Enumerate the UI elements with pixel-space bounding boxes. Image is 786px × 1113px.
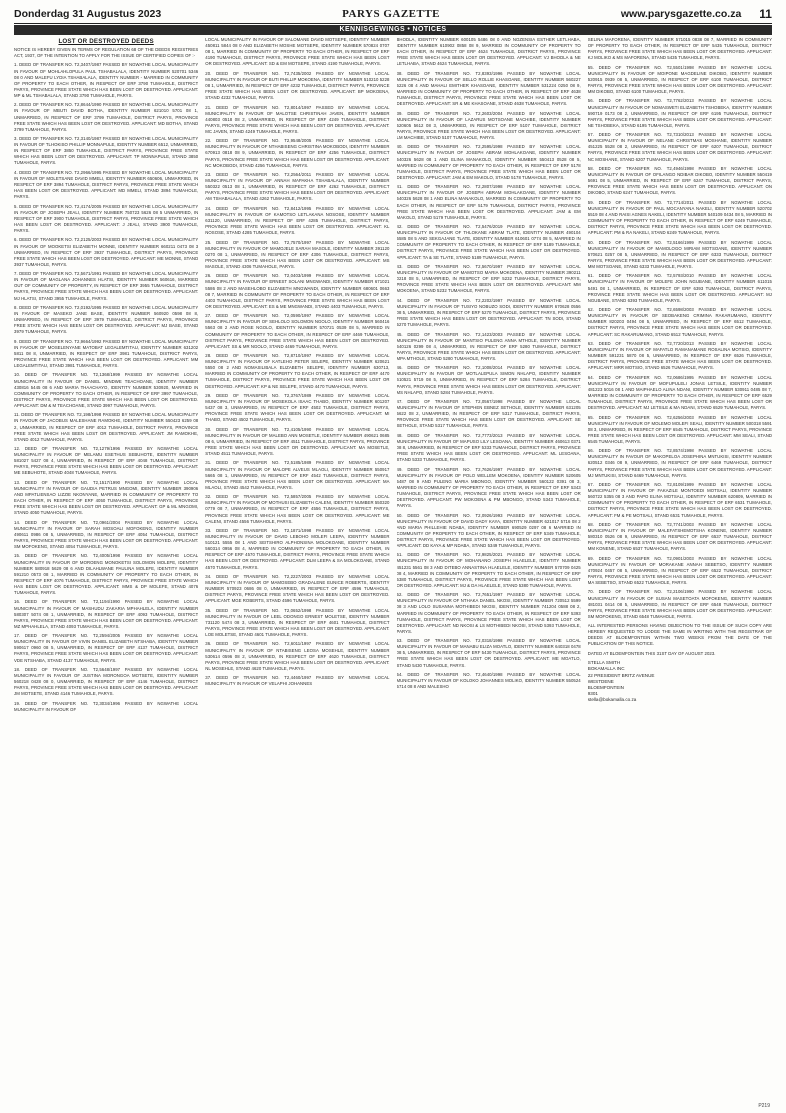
column-1	[14, 37, 198, 1099]
notice-paragraph: 39. DEED OF TRANSFER NO. T2,2603/2004 PASSED BY NGWATHE LOCAL MUNICIPALITY IN FAVOUR OF LAZARUS MOTSOANE MACHIBE, IDENTITY NUMBER 520605 5612 08 3, UNMARRIED, IN RESPECT OF ERF 5107 TUMAHOLE, DISTRICT PARYS, PROVINCE FREE STATE WHICH HAS BEEN LOST OR DESTROYED. APPLICANT: LM MACHIBE, STAND 5107 TUMAHOLE, PARYS.	[396, 110, 581, 140]
notice-paragraph: 28. DEED OF TRANSFER NO. T2,8710/1997 PASSED BY NGWATHE LOCAL MUNICIPALITY IN FAVOUR OF KATLEHO PETER SELEPE, IDENTITY NUMBER 620621 5550 08 2 AND NOMASILIBALA ELIZABETH SELEPE, IDENTITY NUMBER 630713, MARRIED IN COMMUNITY OF PROPERTY TO EACH OTHER, IN RESPECT OF ERF 4470 TUMAHOLE, DISTRICT PARYS, PROVINCE FREE STATE WHICH HAS BEEN LOST OR DESTROYED. APPLICANT: KP & NE SELEPE, STAND 4470 TUMAHOLE, PARYS.	[205, 353, 390, 389]
notice-paragraph: 21. DEED OF TRANSFER NO. T2,8014/1997 PASSED BY NGWATHE LOCAL MUNICIPALITY IN FAVOUR OF MALOTSE CHRISTINAH JAVEN, IDENTITY NUMBER 440803 0518 08 2, UNMARRIED, IN RESPECT OF ERF 4249 TUMAHOLE, DISTRICT PARYS, PROVINCE FREE STATE WHICH HAS BEEN LOST OR DESTROYED. APPLICANT: MC JAVEN, STAND 4249 TUMAHOLE, PARYS.	[205, 104, 390, 134]
signature-line: BLOEMFONTEIN	[587, 685, 624, 691]
contact-email[interactable]: stella@bokamalla.co.za	[587, 697, 637, 703]
notice-paragraph: 51. DEED OF TRANSFER NO. T2,9825/2021 PASSED BY NGWATHE LOCAL MUNICIPALITY IN FAVOUR OF MOHANANO JOSEPH HLAELELE, IDENTITY NUMBER 451231 5561 08 3 AND DITEBO ANNASTINA HLAELELE, IDENTITY NUMBER 570709 0425 08 4, MARRIED IN COMMUNITY OF PROPERTY TO EACH OTHER, IN RESPECT OF ERF 5380 TUMAHOLE, DISTRICT PARYS, PROVINCE FREE STATE WHICH HAS BEEN LOST OR DESTROYED. APPLICANT: MJ & DA HLAELELE, STAND 5380 TUMAHOLE, PARYS.	[396, 552, 581, 588]
notice-paragraph: 55. DEED OF TRANSFER NO. T2,5501/1998 PASSED BY NGWATHE LOCAL MUNICIPALITY IN FAVOUR OF MOIPONE MAGDELINE DIKOBO, IDENTITY NUMBER 520915 0939 08 5, UNMARRIED, IN RESPECT OF ERF 6100 TUMAHOLE, DISTRICT PARYS, PROVINCE FREE STATE WHICH HAS BEEN LOST OR DESTROYED. APPLICANT: MM DIKOBO, STAND 6100 TUMAHOLE, PARYS.	[587, 64, 772, 95]
notice-title: LOST OR DESTROYED DEEDS	[58, 38, 154, 45]
notice-paragraph: 61. DEED OF TRANSFER NO. T2,5793/2010 PASSED BY NGWATHE LOCAL MUNICIPALITY IN FAVOUR OF MOLEFE JOHN NGUBANE, IDENTITY NUMBER 611015 5491 08 1, UNMARRIED, IN RESPECT OF ERF 6393 TUMAHOLE, DISTRICT PARYS, PROVINCE FREE STATE WHICH HAS BEEN LOST OR DESTROYED. APPLICANT: MJ NGUBANE, STAND 6393 TUMAHOLE, PARYS.	[587, 273, 772, 303]
page-number: 11	[759, 7, 772, 21]
signature-line: 9301	[587, 691, 598, 697]
notice-paragraph: 23. DEED OF TRANSFER NO. T2,2564/2011 PASSED BY NGWATHE LOCAL MUNICIPALITY IN FAVOUR OF ANNAH MAPAKHA TSHABALALA, IDENTITY NUMBER 550322 0513 08 1, UNMARRIED, IN RESPECT OF ERF 4262 TUMAHOLE, DISTRICT PARYS, PROVINCE FREE STATE WHICH HAS BEEN LOST OR DESTROYED. APPLICANT: AM TSHABALALA, STAND 4262 TUMAHOLE, PARYS.	[205, 172, 390, 202]
notice-paragraph: 36. DEED OF TRANSFER NO. T2,6011/1997 PASSED BY NGWATHE LOCAL MUNICIPALITY IN FAVOUR OF NTABISENG LEOSA MOSEHLE, IDENTITY NUMBER 530614 0596 08 2, UNMARRIED, IN RESPECT OF ERF 4620 TUMAHOLE, DISTRICT PARYS, PROVINCE FREE STATE WHICH HAS BEEN LOST OR DESTROYED. APPLICANT: NL MOSEHLE, STAND 4620 TUMAHOLE, PARYS.	[205, 641, 390, 671]
column-4	[588, 37, 772, 1099]
notice-paragraph: NOTICE IS HEREBY GIVEN IN TERMS OF REGULATION 68 OF THE DEEDS REGISTRIES ACT, 1937, OF THE INTENTION TO APPLY FOR THE ISSUE OF CERTIFIED COPIES OF :-	[14, 47, 199, 59]
notice-paragraph: 18. DEED OF TRANSFER NO. T2,5648/1997 PASSED BY NGWATHE LOCAL MUNICIPALITY IN FAVOUR OF JUSTINA MORONGOA MOTSETE, IDENTITY NUMBER 560218 0428 08 0, UNMARRIED, IN RESPECT OF ERF 4146 TUMAHOLE, DISTRICT PARYS, PROVINCE FREE STATE WHICH HAS BEEN LOST OR DESTROYED. APPLICANT: JM MOTSETE, STAND 4146 TUMAHOLE, PARYS.	[14, 666, 199, 697]
notice-paragraph: 2. DEED OF TRANSFER NO. T2,8644/1990 PASSED BY NGWATHE LOCAL MUNICIPALITY IN FAVOUR OF MBUTI DAVID BOTHA, IDENTITY NUMBER 621010 5701 08 1, UNMARRIED, IN RESPECT OF ERF 3799 TUMAHOLE, DISTRICT PARYS, PROVINCE FREE STATE WHICH HAS BEEN LOST OR DESTROYED. APPLICANT: MD BOTHA, STAND 3799 TUMAHOLE, PARYS.	[14, 102, 199, 132]
notice-paragraph: 57. DEED OF TRANSFER NO. T2,7310/2013 PASSED BY NGWATHE LOCAL MUNICIPALITY IN FAVOUR OF NELANE CHRISTMAS MOSHANE, IDENTITY NUMBER 451225 5528 08 2, UNMARRIED, IN RESPECT OF ERF 6207 TUMAHOLE, DISTRICT PARYS, PROVINCE FREE STATE WHICH HAS BEEN LOST OR DESTROYED. APPLICANT: NC MOSHANE, STAND 6207 TUMAHOLE, PARYS.	[587, 132, 772, 162]
notice-paragraph: 66. DEED OF TRANSFER NO. T2,8574/1998 PASSED BY NGWATHE LOCAL MUNICIPALITY IN FAVOUR OF MAKOPELOA JOSEPHINA MNTUKISI, IDENTITY NUMBER 620512 0346 08 9, UNMARRIED, IN RESPECT OF ERF 6469 TUMAHOLE, DISTRICT PARYS, PROVINCE FREE STATE WHICH HAS BEEN LOST OR DESTROYED. APPLICANT: MJ MNTUKISI, STAND 6469 TUMAHOLE, PARYS.	[587, 448, 772, 478]
notice-paragraph: 47. DEED OF TRANSFER NO. T2,0567/1998 PASSED BY NGWATHE LOCAL MUNICIPALITY IN FAVOUR OF STEPHEN EBNEZ SETHOLE, IDENTITY NUMBER 631205 5622 08 2, UNMARRIED, IN RESPECT OF ERF 5317 TUMAHOLE, DISTRICT PARYS, PROVINCE FREE STATE WHICH HAS BEEN LOST OR DESTROYED. APPLICANT: SE SETHOLE, STAND 5317 TUMAHOLE, PARYS.	[396, 399, 581, 429]
signature-line: STELLA SMITH	[587, 660, 621, 666]
signature-line: BOKAMALLA INC	[587, 666, 625, 672]
notice-paragraph: 69. DEED OF TRANSFER NO. T2,0901/2003 PASSED BY NGWATHE LOCAL MUNICIPALITY IN FAVOUR OF MORAKANE ANNAH SEBETSO, IDENTITY NUMBER 470924 0457 08 5, UNMARRIED, IN RESPECT OF ERF 6522 TUMAHOLE, DISTRICT PARYS, PROVINCE FREE STATE WHICH HAS BEEN LOST OR DESTROYED. APPLICANT: MA SEBETSO, STAND 6522 TUMAHOLE, PARYS.	[587, 555, 772, 586]
notice-paragraph: 12. DEED OF TRANSFER NO. T2,1279/1996 PASSED BY NGWATHE LOCAL MUNICIPALITY IN FAVOUR OF MELAMU ESETHUS SEBUHOTE, IDENTITY NUMBER 581027 5427 08 4, UNMARRIED, IN RESPECT OF ERF 4048 TUMAHOLE, DISTRICT PARYS, PROVINCE FREE STATE WHICH HAS BEEN LOST OR DESTROYED. APPLICANT: ME SEBUHOTE, STAND 4048 TUMAHOLE, PARYS.	[14, 446, 199, 476]
notice-paragraph: 4. DEED OF TRANSFER NO. T2,2966/1995 PASSED BY NGWATHE LOCAL MUNICIPALITY IN FAVOUR OF MOLETSANE DAVID MMELI, IDENTITY NUMBER 650606, UNMARRIED, IN RESPECT OF ERF 3894 TUMAHOLE, DISTRICT PARYS, PROVINCE FREE STATE WHICH HAS BEEN LOST OR DESTROYED. APPLICANT: MD MMELI, STAND 3894 TUMAHOLE, PARYS.	[14, 169, 199, 200]
notice-paragraph: 27. DEED OF TRANSFER NO. T2,0590/1997 PASSED BY NGWATHE LOCAL MUNICIPALITY IN FAVOUR OF SEHLOLO SOLOMON NGOLO, IDENTITY NUMBER 560416 5563 08 2 AND ROSE NGOLO, IDENTITY NUMBER 570721 0539 08 5, MARRIED IN COMMUNITY OF PROPERTY TO EACH OTHER, IN RESPECT OF ERF 4469 TUMAHOLE, DISTRICT PARYS, PROVINCE FREE STATE WHICH HAS BEEN LOST OR DESTROYED. APPLICANT: SS & MR NGOLO, STAND 4469 TUMAHOLE, PARYS.	[205, 313, 390, 349]
notice-paragraph: 33. DEED OF TRANSFER NO. T2,1871/1998 PASSED BY NGWATHE LOCAL MUNICIPALITY IN FAVOUR OF DAVID LEBOHO MOLEFI LEEPA, IDENTITY NUMBER 510121 5555 08 1 AND SEITSHIRO ALPHONSINA MOLOKOANE, IDENTITY NUMBER 560314 0956 08 4, MARRIED IN COMMUNITY OF PROPERTY TO EACH OTHER, IN RESPECT OF ERF 4570 TUMAHOLE, DISTRICT PARYS, PROVINCE FREE STATE WHICH HAS BEEN LOST OR DESTROYED. APPLICANT: DLM LEEPA & SA MOLOKOANE, STAND 4570 TUMAHOLE, PARYS.	[205, 528, 390, 570]
notice-paragraph: 3. DEED OF TRANSFER NO. T2,3140/1987 PASSED BY NGWATHE LOCAL MUNICIPALITY IN FAVOUR OF TLHOKISO PHILLIP MONNAPULE, IDENTITY NUMBER 6512, UNMARRIED, IN RESPECT OF ERF 3850 TUMAHOLE, DISTRICT PARYS, PROVINCE FREE STATE WHICH HAS BEEN LOST OR DESTROYED. APPLICANT: TP MONNAPULE, STAND 3850 TUMAHOLE, PARYS.	[14, 136, 199, 166]
column-2	[205, 37, 389, 1099]
notice-paragraph: 16. DEED OF TRANSFER NO. T2,1194/1990 PASSED BY NGWATHE LOCAL MUNICIPALITY IN FAVOUR OF MASHUDU ZAKARIA MPHAHLELA, IDENTITY NUMBER 580307 5074 08 1, UNMARRIED, IN RESPECT OF ERF 4093 TUMAHOLE, DISTRICT PARYS, PROVINCE FREE STATE WHICH HAS BEEN LOST OR DESTROYED. APPLICANT: MZ MPHAHLELA, STAND 4093 TUMAHOLE, PARYS.	[14, 599, 199, 629]
notice-paragraph: 40. DEED OF TRANSFER NO. T2,2595/1998 PASSED BY NGWATHE LOCAL MUNICIPALITY IN FAVOUR OF JOSEPH ABRAM MOHLAKOANE, IDENTITY NUMBER 540326 5628 08 1 AND ELINA MANAKOLO, IDENTITY NUMBER 550413 0528 08 5, MARRIED IN COMMUNITY OF PROPERTY TO EACH OTHER, IN RESPECT OF ERF 5178 TUMAHOLE, DISTRICT PARYS, PROVINCE FREE STATE WHICH HAS BEEN LOST OR DESTROYED. APPLICANT: JAM & EM MAKOLO, STAND 5178 TUMAHOLE, PARYS.	[396, 144, 581, 180]
header-rule	[14, 23, 772, 24]
notice-paragraph: 64. DEED OF TRANSFER NO. T2,0686/1995 PASSED BY NGWATHE LOCAL MUNICIPALITY IN FAVOUR OF MOFUPULELI JONAS LETSILE, IDENTITY NUMBER 481223 5016 08 1 AND MAIPHAELO ALINA NDANI, IDENTITY NUMBER 530911 0485 08 7, MARRIED IN COMMUNITY OF PROPERTY TO EACH OTHER, IN RESPECT OF ERF 6529 TUMAHOLE, DISTRICT PARYS, PROVINCE FREE STATE WHICH HAS BEEN LOST OR DESTROYED. APPLICANT: MJ LETSILE & MA NDANI, STAND 6529 TUMAHOLE, PARYS.	[587, 374, 772, 411]
notice-paragraph: DATED AT BLOEMFONTEIN THIS 31ST DAY OF AUGUST 2023.	[587, 650, 716, 656]
notice-paragraph: 53. DEED OF TRANSFER NO. T2,0318/1998 PASSED BY NGWATHE LOCAL MUNICIPALITY IN FAVOUR OF MANABU ELIZA MOATLO, IDENTITY NUMBER 640318 0478 08 5, UNMARRIED, IN RESPECT OF ERF 5430 TUMAHOLE, DISTRICT PARYS, PROVINCE FREE STATE WHICH HAS BEEN LOST OR DESTROYED. APPLICANT: ME MOATLO, STAND 5430 TUMAHOLE, PARYS.	[396, 638, 581, 668]
notice-paragraph: 58. DEED OF TRANSFER NO. T2,4946/1998 PASSED BY NGWATHE LOCAL MUNICIPALITY IN FAVOUR OF OFILANGO NDIBAR DIKOBO, IDENTITY NUMBER 550419 5691 08 5, UNMARRIED, IN RESPECT OF ERF 6247 TUMAHOLE, DISTRICT PARYS, PROVINCE FREE STATE WHICH HAS BEEN LOST OR DESTROYED. APPLICANT: ON DIKOBO, STAND 6247 TUMAHOLE, PARYS.	[587, 165, 772, 196]
notice-paragraph: 41. DEED OF TRANSFER NO. T2,2807/1998 PASSED BY NGWATHE LOCAL MUNICIPALITY IN FAVOUR OF JOSEPH ABRAM MOHLAKOANE, IDENTITY NUMBER 540326 5628 08 1 AND ELINA MANAKOLO, MARRIED IN COMMUNITY OF PROPERTY TO EACH OTHER, IN RESPECT OF ERF 5179 TUMAHOLE, DISTRICT PARYS, PROVINCE FREE STATE WHICH HAS BEEN LOST OR DESTROYED. APPLICANT: JAM & EM MAKOLO, STAND 5179 TUMAHOLE, PARYS.	[396, 184, 581, 220]
masthead: PARYS GAZETTE	[342, 8, 441, 20]
notice-paragraph: 54. DEED OF TRANSFER NO. T2,4640/1998 PASSED BY NGWATHE LOCAL MUNICIPALITY IN FAVOUR OF KOLOKO JOHANNES MOLIKO, IDENTITY NUMBER 550524 5714 08 8 AND MALESHO	[396, 671, 581, 690]
notice-paragraph: 45. DEED OF TRANSFER NO. T2,1423/2003 PASSED BY NGWATHE LOCAL MUNICIPALITY IN FAVOUR OF MANTSIO PULENG ANNA MTHOLE, IDENTITY NUMBER 640126 0299 08 4, UNMARRIED, IN RESPECT OF ERF 5280 TUMAHOLE, DISTRICT PARYS, PROVINCE FREE STATE WHICH HAS BEEN LOST OR DESTROYED. APPLICANT: MPA MTHOLE, STAND 5280 TUMAHOLE, PARYS.	[396, 331, 581, 361]
notice-paragraph: 56. DEED OF TRANSFER NO. T2,7762/2013 PASSED BY NGWATHE LOCAL MUNICIPALITY IN FAVOUR OF NOMASWETI ELIZABETH TSHOBEKA, IDENTITY NUMBER 590719 0173 08 2, UNMARRIED, IN RESPECT OF ERF 6195 TUMAHOLE, DISTRICT PARYS, PROVINCE FREE STATE WHICH HAS BEEN LOST OR DESTROYED. APPLICANT: NE TSHOBEKA, STAND 6195 TUMAHOLE, PARYS.	[587, 98, 772, 128]
notice-paragraph: 50. DEED OF TRANSFER NO. T2,0926/1993 PASSED BY NGWATHE LOCAL MUNICIPALITY IN FAVOUR OF DAVID DADY KAYA, IDENTITY NUMBER 621017 5716 08 2 AND MARIA PHILLEHIE NDABA, IDENTITY NUMBER 690529 0297 08 6 MARRIED IN COMMUNITY OF PROPERTY TO EACH OTHER, IN RESPECT OF ERF 5349 TUMAHOLE, DISTRICT PARYS, PROVINCE FREE STATE WHICH HAS BEEN LOST OR DESTROYED. APPLICANT: DD KAYA & MP NDABA, STAND 5349 TUMAHOLE, PARYS.	[396, 512, 581, 548]
notice-paragraph: 14. DEED OF TRANSFER NO. T2,0961/2004 PASSED BY NGWATHE LOCAL MUNICIPALITY IN FAVOUR OF SARAH MOSOALI MOFOKENG, IDENTITY NUMBER 490611 0986 08 5, UNMARRIED, IN RESPECT OF ERF 4054 TUMAHOLE, DISTRICT PARYS, PROVINCE FREE STATE WHICH HAS BEEN LOST OR DESTROYED. APPLICANT: SM MOFOKENG, STAND 4054 TUMAHOLE, PARYS.	[14, 519, 199, 550]
notice-paragraph: 25. DEED OF TRANSFER NO. T2,7570/1997 PASSED BY NGWATHE LOCAL MUNICIPALITY IN FAVOUR OF MAMOJELE SARAH MASOLE, IDENTITY NUMBER 391120 0270 08 1, UNMARRIED, IN RESPECT OF ERF 4306 TUMAHOLE, DISTRICT PARYS, PROVINCE FREE STATE WHICH HAS BEEN LOST OR DESTROYED. APPLICANT: MS MASOLE, STAND 4306 TUMAHOLE, PARYS.	[205, 239, 390, 269]
notice-paragraph: 63. DEED OF TRANSFER NO. T2,7720/2013 PASSED BY NGWATHE LOCAL MUNICIPALITY IN FAVOUR OF MAFATLO RAMANAMANE ROSALINA MOTSIO, IDENTITY NUMBER 591231 5870 08 5, UNMARRIED, IN RESPECT OF ERF 6526 TUMAHOLE, DISTRICT PARYS, PROVINCE FREE STATE WHICH HAS BEEN LOST OR DESTROYED. APPLICANT: MRR MOTSIO, STAND 6526 TUMAHOLE, PARYS.	[587, 340, 772, 371]
notice-paragraph: 49. DEED OF TRANSFER NO. T2,7626/1997 PASSED BY NGWATHE LOCAL MUNICIPALITY IN FAVOUR OF POLO WELLEM MOKOENA, IDENTITY NUMBER 520605 5487 08 9 AND PULENG MARIA MBONGO, IDENTITY NUMBER 560122 0391 08 3, MARRIED IN COMMUNITY OF PROPERTY TO EACH OTHER, IN RESPECT OF ERF 5343 TUMAHOLE, DISTRICT PARYS, PROVINCE FREE STATE WHICH HAS BEEN LOST OR DESTROYED. APPLICANT: PW MOKOENA & PM MBONGO, STAND 5343 TUMAHOLE, PARYS.	[396, 466, 581, 509]
notice-paragraph: ALL INTERESTED PERSONS HAVING OBJECTION TO THE ISSUE OF SUCH COPY ARE HEREBY REQUESTED TO LODGE THE SAME IN WRITING WITH THE REGISTRAR OF DEEDS AT BLOEMFONTEIN WITHIN TWO WEEKS FROM THE DATE OF THE PUBLICATION OF THIS NOTICE.	[587, 623, 772, 647]
notice-paragraph: 48. DEED OF TRANSFER NO. T2,7773/2013 PASSED BY NGWATHE LOCAL MUNICIPALITY IN FAVOUR OF MAPUSO LILY LESOANA, IDENTITY NUMBER 460613 0371 08 8, UNMARRIED, IN RESPECT OF ERF 5333 TUMAHOLE, DISTRICT PARYS, PROVINCE FREE STATE WHICH HAS BEEN LOST OR DESTROYED. APPLICANT: ML LESOANA, STAND 5333 TUMAHOLE, PARYS.	[396, 432, 581, 463]
notice-paragraph: 8. DEED OF TRANSFER NO. T2,0192/1995 PASSED BY NGWATHE LOCAL MUNICIPALITY IN FAVOUR OF MASEKO JANE BASE, IDENTITY NUMBER 560920 0598 08 8, UNMARRIED, IN RESPECT OF ERF 3979 TUMAHOLE, DISTRICT PARYS, PROVINCE FREE STATE WHICH HAS BEEN LOST OR DESTROYED. APPLICANT: MJ BASE, STAND 3979 TUMAHOLE, PARYS.	[14, 304, 199, 335]
notice-paragraph: 59. DEED OF TRANSFER NO. T2,7714/2011 PASSED BY NGWATHE LOCAL MUNICIPALITY IN FAVOUR OF PAUL MOCANYANA NAKELI, IDENTITY NUMBER 520702 5519 08 4 AND RAISI AGNES NAKELI, IDENTITY NUMBER 540109 0434 08 5, MARRIED IN COMMUNITY OF PROPERTY TO EACH OTHER, IN RESPECT OF ERF 6249 TUMAHOLE, DISTRICT PARYS, PROVINCE FREE STATE WHICH HAS BEEN LOST OR DESTROYED. APPLICANT: PM & RA NAKELI, STAND 6249 TUMAHOLE, PARYS.	[587, 199, 772, 236]
notice-paragraph: 43. DEED OF TRANSFER NO. T2,5670/1997 PASSED BY NGWATHE LOCAL MUNICIPALITY IN FAVOUR OF MAMOTSO MARIA MOKOENA, IDENTITY NUMBER 390211 0218 08 5, UNMARRIED, IN RESPECT OF ERF 5232 TUMAHOLE, DISTRICT PARYS, PROVINCE FREE STATE WHICH HAS BEEN LOST OR DESTROYED. APPLICANT: MM MOKOENA, STAND 5232 TUMAHOLE, PARYS.	[396, 263, 581, 294]
notice-paragraph: 68. DEED OF TRANSFER NO. T2,7741/2003 PASSED BY NGWATHE LOCAL MUNICIPALITY IN FAVOUR OF MALEFATSHEMOTSHA KONENE, IDENTITY NUMBER 580310 0526 08 9, UNMARRIED, IN RESPECT OF ERF 6537 TUMAHOLE, DISTRICT PARYS, PROVINCE FREE STATE WHICH HAS BEEN LOST OR DESTROYED. APPLICANT: MM KONENE, STAND 6537 TUMAHOLE, PARYS.	[587, 521, 772, 552]
notice-paragraph: 17. DEED OF TRANSFER NO. T2,2594/2005 PASSED BY NGWATHE LOCAL MUNICIPALITY IN FAVOUR OF VIVIN DANIEL ELIZABETH NTSHABA, IDENTITY NUMBER 590617 0960 08 5, UNMARRIED, IN RESPECT OF ERF 4137 TUMAHOLE, DISTRICT PARYS, PROVINCE FREE STATE WHICH HAS BEEN LOST OR DESTROYED. APPLICANT: VDE NTSHABA, STAND 4137 TUMAHOLE, PARYS.	[14, 633, 199, 663]
issue-date: Donderdag 31 Augustus 2023	[14, 8, 162, 20]
notice-paragraph: 60. DEED OF TRANSFER NO. T2,5166/1999 PASSED BY NGWATHE LOCAL MUNICIPALITY IN FAVOUR OF MAMOLOGO MIRIAM MOTSOANE, IDENTITY NUMBER 570621 0257 08 5, UNMARRIED, IN RESPECT OF ERF 6333 TUMAHOLE, DISTRICT PARYS, PROVINCE FREE STATE WHICH HAS BEEN LOST OR DESTROYED. APPLICANT: MM MOTSOANE, STAND 6333 TUMAHOLE, PARYS.	[587, 239, 772, 269]
notice-paragraph: 38. DEED OF TRANSFER NO. T2,8393/1996 PASSED BY NGWATHE LOCAL MUNICIPALITY IN FAVOUR OF SELLO ROLLIE KHASOANE, IDENTITY NUMBER 560227 5226 08 4 AND MAHALI EMITHER KHASOANE, IDENTITY NUMBER 531224 0250 08 9, MARRIED IN COMMUNITY OF PROPERTY TO EACH OTHER, IN RESPECT OF ERF 4638 TUMAHOLE, DISTRICT PARYS, PROVINCE FREE STATE WHICH HAS BEEN LOST OR DESTROYED. APPLICANT: SR & ME KHASOANE, STAND 4638 TUMAHOLE, PARYS.	[396, 70, 581, 107]
notice-paragraph: 29. DEED OF TRANSFER NO. T2,3767/1989 PASSED BY NGWATHE LOCAL MUNICIPALITY IN FAVOUR OF MOSEKOLA ISAAC THABO, IDENTITY NUMBER 601207 5437 08 3, UNMARRIED, IN RESPECT OF ERF 4502 TUMAHOLE, DISTRICT PARYS, PROVINCE FREE STATE WHICH HAS BEEN LOST OR DESTROYED. APPLICANT: MI THABO, STAND 4502 TUMAHOLE, PARYS.	[205, 392, 390, 423]
notice-paragraph: 65. DEED OF TRANSFER NO. T2,6256/2003 PASSED BY NGWATHE LOCAL MUNICIPALITY IN FAVOUR OF MOLEMO MOLEFI SEALI, IDENTITY NUMBER 500318 5591 08 3, UNMARRIED, IN RESPECT OF ERF 6545 TUMAHOLE, DISTRICT PARYS, PROVINCE FREE STATE WHICH HAS BEEN LOST OR DESTROYED. APPLICANT: MM SEALI, STAND 6545 TUMAHOLE, PARYS.	[587, 414, 772, 444]
notice-paragraph: 35. DEED OF TRANSFER NO. T2,0652/1998 PASSED BY NGWATHE LOCAL MUNICIPALITY IN FAVOUR OF LEEL ODONGO ERNEST MOLETSE, IDENTITY NUMBER 731120 5474 08 3, UNMARRIED, IN RESPECT OF ERF 4601 TUMAHOLE, DISTRICT PARYS, PROVINCE FREE STATE WHICH HAS BEEN LOST OR DESTROYED. APPLICANT: LOE MOLETSE, STAND 4601 TUMAHOLE, PARYS.	[205, 607, 390, 638]
notice-paragraph: 52. DEED OF TRANSFER NO. T2,7651/1997 PASSED BY NGWATHE LOCAL MUNICIPALITY IN FAVOUR OF NTHAKA DANIEL NKOSI, IDENTITY NUMBER 720512 5599 08 3 AND LOLO SUSANNA MOTHIBEDI NKOSI, IDENTITY NUMBER 741204 0588 08 2, MARRIED IN COMMUNITY OF PROPERTY TO EACH OTHER, IN RESPECT OF ERF 5393 TUMAHOLE, DISTRICT PARYS, PROVINCE FREE STATE WHICH HAS BEEN LOST OR DESTROYED. APPLICANT: ND NKOSI & LS MOTHIBEDI NKOSI, STAND 5393 TUMAHOLE, PARYS.	[396, 592, 581, 634]
column-3	[397, 37, 581, 1099]
page-header	[14, 6, 772, 22]
notice-paragraph: SELINA MAFORENA, IDENTITY NUMBER 571015 0838 08 7, MARRIED IN COMMUNITY OF PROPERTY TO EACH OTHER, IN RESPECT OF ERF 5435 TUMAHOLE, DISTRICT PARYS, PROVINCE FREE STATE WHICH HAS BEEN LOST OR DESTROYED. APPLICANT: KJ MOLIKO & MS MAFORENA, STAND 5435 TUMAHOLE, PARYS.	[587, 37, 772, 61]
signature-line: 22 PRESIDENT BRITZ AVENUE	[587, 672, 655, 678]
notice-paragraph: 32. DEED OF TRANSFER NO. T2,5857/2005 PASSED BY NGWATHE LOCAL MUNICIPALITY IN FAVOUR OF MOTHUSI ELIZABETH CALENI, IDENTITY NUMBER 550320 0779 08 7, UNMARRIED, IN RESPECT OF ERF 4556 TUMAHOLE, DISTRICT PARYS, PROVINCE FREE STATE WHICH HAS BEEN LOST OR DESTROYED. APPLICANT: ME CALENI, STAND 4556 TUMAHOLE, PARYS.	[205, 494, 390, 524]
website-link[interactable]: www.parysgazette.co.za	[620, 8, 742, 20]
notice-paragraph: 37. DEED OF TRANSFER NO. T2,4460/1997 PASSED BY NGWATHE LOCAL MUNICIPALITY IN FAVOUR OF VELAPHI JOHANNES	[205, 675, 390, 687]
section-banner: KENNISGEWINGS • NOTICES	[14, 25, 772, 35]
signature-line: WESTDENE	[587, 678, 614, 684]
notice-paragraph: 10. DEED OF TRANSFER NO. T2,1368/1999 PASSED BY NGWATHE LOCAL MUNICIPALITY IN FAVOUR OF DANIEL MINDWE TEACHOANE, IDENTITY NUMBER 430816 5445 08 6 AND MARIA THAACHAYO, IDENTITY NUMBER 530920, MARRIED IN COMMUNITY OF PROPERTY TO EACH OTHER, IN RESPECT OF ERF 3997 TUMAHOLE, DISTRICT PARYS, PROVINCE FREE STATE WHICH HAS BEEN LOST OR DESTROYED. APPLICANT: DM & M TEACHOANE, STAND 3997 TUMAHOLE, PARYS.	[14, 372, 199, 408]
ad-reference-code: P219	[758, 1103, 770, 1109]
notice-paragraph: 22. DEED OF TRANSFER NO. T2,9548/2005 PASSED BY NGWATHE LOCAL MUNICIPALITY IN FAVOUR OF NTHABISENG CHRISTINA MOKOBODI, IDENTITY NUMBER 670913 0818 08 9, UNMARRIED, IN RESPECT OF ERF 4256 TUMAHOLE, DISTRICT PARYS, PROVINCE FREE STATE WHICH HAS BEEN LOST OR DESTROYED. APPLICANT: NC MOKOBODI, STAND 4256 TUMAHOLE, PARYS.	[205, 138, 390, 168]
notice-paragraph: 70. DEED OF TRANSFER NO. T2,2106/1990 PASSED BY NGWATHE LOCAL MUNICIPALITY IN FAVOUR OF SUSAN MASETOATA MOFOKENG, IDENTITY NUMBER 481031 0414 08 5, UNMARRIED, IN RESPECT OF ERF 6548 TUMAHOLE, DISTRICT PARYS, PROVINCE FREE STATE WHICH HAS BEEN LOST OR DESTROYED. APPLICANT: SM MOFOKENG, STAND 6548 TUMAHOLE, PARYS.	[587, 589, 772, 619]
notice-paragraph: 6. DEED OF TRANSFER NO. T2,2125/2003 PASSED BY NGWATHE LOCAL MUNICIPALITY IN FAVOUR OF MOOKETSI ELIZABETH MONNE, IDENTITY NUMBER 660211 0473 08 3 UNMARRIED, IN RESPECT OF ERF 3937 TUMAHOLE, DISTRICT PARYS, PROVINCE FREE STATE WHICH HAS BEEN LOST OR DESTROYED. APPLICANT: ME MONNE, STAND 3937 TUMAHOLE, PARYS.	[14, 237, 199, 267]
notice-paragraph: 15. DEED OF TRANSFER NO. T2,4005/1998 PASSED BY NGWATHE LOCAL MUNICIPALITY IN FAVOUR OF MOROENG MONOKETSI SOLOMON MOLEFE, IDENTITY NUMBER 580918 5629 08 6 AND DILAHLWANE PAULINA MOLEFE, IDENTITY NUMBER 591210 0573 08 1, MARRIED IN COMMUNITY OF PROPERTY TO EACH OTHER, IN RESPECT OF ERF 4076 TUMAHOLE, DISTRICT PARYS, PROVINCE FREE STATE WHICH HAS BEEN LOST OR DESTROYED. APPLICANT: MMS & DP MOLEFE, STAND 4076 TUMAHOLE, PARYS.	[14, 553, 199, 596]
notice-paragraph: 9. DEED OF TRANSFER NO. T2,9664/1992 PASSED BY NGWATHE LOCAL MUNICIPALITY IN FAVOUR OF MOSELENYANE MATOBAT LEGALEMTITAU, IDENTITY NUMBER 631202 5811 08 8, UNMARRIED, IN RESPECT OF ERF 3981 TUMAHOLE, DISTRICT PARYS, PROVINCE FREE STATE WHICH HAS BEEN LOST OR DESTROYED. APPLICANT: MM LEGALEMTITAU, STAND 3981 TUMAHOLE, PARYS.	[14, 338, 199, 369]
notice-paragraph: 44. DEED OF TRANSFER NO. T2,2202/1997 PASSED BY NGWATHE LOCAL MUNICIPALITY IN FAVOUR OF TUSIYO NOBUZO SODI, IDENTITY NUMBER 670628 0556 08 5, UNMARRIED, IN RESPECT OF ERF 5270 TUMAHOLE, DISTRICT PARYS, PROVINCE FREE STATE WHICH HAS BEEN LOST OR DESTROYED. APPLICANT: TN SODI, STAND 5270 TUMAHOLE, PARYS.	[396, 297, 581, 328]
notice-paragraph: BHODLA, IDENTITY NUMBER 600105 5486 08 0 AND NOZENSIA ESTHER LETLHABA, IDENTITY NUMBER 610902 0858 08 9, MARRIED IN COMMUNITY OF PROPERTY TO EACH OTHER, IN RESPECT OF ERF 4624 TUMAHOLE, DISTRICT PARYS, PROVINCE FREE STATE WHICH HAS BEEN LOST OR DESTROYED. APPLICANT: VJ BHODLA & NE LETLHABA, STAND 4624 TUMAHOLE, PARYS.	[396, 37, 581, 67]
notice-paragraph: 7. DEED OF TRANSFER NO. T2,5671/1991 PASSED BY NGWATHE LOCAL MUNICIPALITY IN FAVOUR OF MAGLANA JOHANNES HLATSI, IDENTITY NUMBER 560616, MARRIED OUT OF COMMUNITY OF PROPERTY, IN RESPECT OF ERF 3955 TUMAHOLE, DISTRICT PARYS, PROVINCE FREE STATE WHICH HAS BEEN LOST OR DESTROYED. APPLICANT: MJ HLATSI, STAND 3955 TUMAHOLE, PARYS.	[14, 271, 199, 301]
notice-paragraph: 13. DEED OF TRANSFER NO. T2,1517/1990 PASSED BY NGWATHE LOCAL MUNICIPALITY IN FAVOUR OF GAUDIA PETRUS MNGOMI, IDENTITY NUMBER 390906 AND MPATLIENSAO LIZZIE NKONYANE, MARRIED IN COMMUNITY OF PROPERTY TO EACH OTHER, IN RESPECT OF ERF 4050 TUMAHOLE, DISTRICT PARYS, PROVINCE FREE STATE WHICH HAS BEEN LOST OR DESTROYED. APPLICANT: GP & ML MNGOMI, STAND 4050 TUMAHOLE, PARYS.	[14, 479, 199, 516]
notice-paragraph: 42. DEED OF TRANSFER NO. T2,5476/2019 PASSED BY NGWATHE LOCAL MUNICIPALITY IN FAVOUR OF THLOKANE ABRAM TLATE, IDENTITY NUMBER 490104 5585 08 5 AND SEKGAJANE TLATE, IDENTITY NUMBER 610601 0774 08 5, MARRIED IN COMMUNITY OF PROPERTY TO EACH OTHER, IN RESPECT OF ERF 5189 TUMAHOLE, DISTRICT PARYS, PROVINCE FREE STATE WHICH HAS BEEN LOST OR DESTROYED. APPLICANT: TA & SE TLATE, STAND 5189 TUMAHOLE, PARYS.	[396, 224, 581, 260]
notice-paragraph: 30. DEED OF TRANSFER NO. T2,4105/1990 PASSED BY NGWATHE LOCAL MUNICIPALITY IN FAVOUR OF MALEBO ANN MOSETLE, IDENTITY NUMBER 490621 0685 08 6, UNMARRIED, IN RESPECT OF ERF 4511 TUMAHOLE, DISTRICT PARYS, PROVINCE FREE STATE WHICH HAS BEEN LOST OR DESTROYED. APPLICANT: MA MOSETLE, STAND 4511 TUMAHOLE, PARYS.	[205, 426, 390, 457]
notice-paragraph: 34. DEED OF TRANSFER NO. T2,2227/2003 PASSED BY NGWATHE LOCAL MUNICIPALITY IN FAVOUR OF MAMOSEBO GRADALENE EUNICE ROBERTS, IDENTITY NUMBER 570923 0686 08 0, UNMARRIED, IN RESPECT OF ERF 4596 TUMAHOLE, DISTRICT PARYS, PROVINCE FREE STATE WHICH HAS BEEN LOST OR DESTROYED. APPLICANT: MGE ROBERTS, STAND 4596 TUMAHOLE, PARYS.	[205, 573, 390, 604]
notice-paragraph: 20. DEED OF TRANSFER NO. T2,7435/2002 PASSED BY NGWATHE LOCAL MUNICIPALITY IN FAVOUR OF BUTI PHILLIP MOKOENA, IDENTITY NUMBER 510210 5228 08 1, UNMARRIED, IN RESPECT OF ERF 4232 TUMAHOLE, DISTRICT PARYS, PROVINCE FREE STATE WHICH HAS BEEN LOST OR DESTROYED. APPLICANT: BP MOKOENA, STAND 4232 TUMAHOLE, PARYS.	[205, 70, 390, 101]
notice-paragraph: 31. DEED OF TRANSFER NO. T2,5185/1989 PASSED BY NGWATHE LOCAL MUNICIPALITY IN FAVOUR OF MALOPE ALVEUS MLAOLI, IDENTITY NUMBER 550917 5665 08 1, UNMARRIED, IN RESPECT OF ERF 4542 TUMAHOLE, DISTRICT PARYS, PROVINCE FREE STATE WHICH HAS BEEN LOST OR DESTROYED. APPLICANT: MA MLAOLI, STAND 4542 TUMAHOLE, PARYS.	[205, 460, 390, 490]
notice-columns	[14, 37, 772, 1099]
notice-paragraph: 5. DEED OF TRANSFER NO. T2,4174/2005 PASSED BY NGWATHE LOCAL MUNICIPALITY IN FAVOUR OF JOSEPH JEALI, IDENTITY NUMBER 750723 5626 08 5 UNMARRIED, IN RESPECT OF ERF 3900 TUMAHOLE, DISTRICT PARYS, PROVINCE FREE STATE WHICH HAS BEEN LOST OR DESTROYED. APPLICANT: J JEALI, STAND 3900 TUMAHOLE, PARYS.	[14, 203, 199, 234]
notice-paragraph: 11. DEED OF TRANSFER NO. T2,198/1998 PASSED BY NGWATHE LOCAL MUNICIPALITY IN FAVOUR OF JACOBUS MALESHANE RAMOKHE, IDENTITY NUMBER 550423 6259 08 2, UNMARRIED, IN RESPECT OF ERF 4012 TUMAHOLE, DISTRICT PARYS, PROVINCE FREE STATE WHICH HAS BEEN LOST OR DESTROYED. APPLICANT: JM RAMOKHE, STAND 4012 TUMAHOLE, PARYS.	[14, 412, 199, 442]
header-right	[621, 7, 772, 21]
notice-paragraph: 19. DEED OF TRANSFER NO. T2,3034/1996 PASSED BY NGWATHE LOCAL MUNICIPALITY IN FAVOUR OF	[14, 700, 199, 712]
notice-paragraph: 24. DEED OF TRANSFER NO. T2,8412/1995 PASSED BY NGWATHE LOCAL MUNICIPALITY IN FAVOUR OF KAMOTSO LETLAKANA NOSOSE, IDENTITY NUMBER 631120, UNMARRIED, IN RESPECT OF ERF 4285 TUMAHOLE, DISTRICT PARYS, PROVINCE FREE STATE WHICH HAS BEEN LOST OR DESTROYED. APPLICANT: KL NOSOSE, STAND 4285 TUMAHOLE, PARYS.	[205, 205, 390, 236]
notice-paragraph: 1. DEED OF TRANSFER NO. T2,3407/1987 PASSED BY NGWATHE LOCAL MUNICIPALITY IN FAVOUR OF MOHLAHLOPULA PAUL TSHABALALA, IDENTITY NUMBER 520701 5346 08 0 AND MALEFU LYDIA TSHABALALA, IDENTITY NUMBER - MARRIED IN COMMUNITY OF PROPERTY TO EACH OTHER, IN RESPECT OF ERF 3790 TUMAHOLE, DISTRICT PARYS, PROVINCE FREE STATE WHICH HAS BEEN LOST OR DESTROYED. APPLICANT: MP & ML TSHABALALA, STAND 3790 TUMAHOLE, PARYS.	[14, 62, 199, 98]
notice-paragraph: 67. DEED OF TRANSFER NO. T2,8109/1999 PASSED BY NGWATHE LOCAL MUNICIPALITY IN FAVOUR OF FAKAZILE MONTOEDI MOTSALI, IDENTITY NUMBER 560722 5355 08 3 AND PAPO ELINA MOTSALI, IDENTITY NUMBER 620809, MARRIED IN COMMUNITY OF PROPERTY TO EACH OTHER, IN RESPECT OF ERF 6531 TUMAHOLE, DISTRICT PARYS, PROVINCE FREE STATE WHICH HAS BEEN LOST OR DESTROYED. APPLICANT: FM & PE MOTSALI, STAND 6531 TUMAHOLE, PARYS.	[587, 482, 772, 518]
notice-paragraph: LOCAL MUNICIPALITY IN FAVOUR OF SALOMANE DAVID MOTSEPE, IDENTITY NUMBER 450811 5844 08 0 AND ELIZABETH MOSHE MOTSEPE, IDENTITY NUMBER 570824 0707 08 1, MARRIED IN COMMUNITY OF PROPERTY TO EACH OTHER, IN RESPECT OF ERF 4190 TUMAHOLE, DISTRICT PARYS, PROVINCE FREE STATE WHICH HAS BEEN LOST OR DESTROYED. APPLICANT: SD & EM MOTSEPE, STAND 4190 TUMAHOLE, PARYS.	[205, 37, 390, 67]
notice-paragraph: 62. DEED OF TRANSFER NO. T2,6598/2003 PASSED BY NGWATHE LOCAL MUNICIPALITY IN FAVOUR OF SEOBAKENG CRIMINA RAKARUMANG, IDENTITY NUMBER 820203 0494 08 5, UNMARRIED, IN RESPECT OF ERF 6512 TUMAHOLE, DISTRICT PARYS, PROVINCE FREE STATE WHICH HAS BEEN LOST OR DESTROYED. APPLICANT: SC RAKARUMANG, STAND 6512 TUMAHOLE, PARYS.	[587, 307, 772, 337]
notice-paragraph: 46. DEED OF TRANSFER NO. T2,1008/2014 PASSED BY NGWATHE LOCAL MUNICIPALITY IN FAVOUR OF MOTLALEPULA SIMON NHLAPO, IDENTITY NUMBER 610521 5719 08 5, UNMARRIED, IN RESPECT OF ERF 5284 TUMAHOLE, DISTRICT PARYS, PROVINCE FREE STATE WHICH HAS BEEN LOST OR DESTROYED. APPLICANT: MS NHLAPO, STAND 5284 TUMAHOLE, PARYS.	[396, 365, 581, 395]
notice-paragraph: 26. DEED OF TRANSFER NO. T2,0403/1999 PASSED BY NGWATHE LOCAL MUNICIPALITY IN FAVOUR OF ERNEST SOLANI MNGWANDI, IDENTITY NUMBER 671021 5586 08 2 AND MASEHLOBO ELIZABETH MNGWANDI, IDENTITY NUMBER 680601 0663 08 7, MARRIED IN COMMUNITY OF PROPERTY TO EACH OTHER, IN RESPECT OF ERF 4403 TUMAHOLE, DISTRICT PARYS, PROVINCE FREE STATE WHICH HAS BEEN LOST OR DESTROYED. APPLICANT: ES & ME MNGWANDI, STAND 4403 TUMAHOLE, PARYS.	[205, 273, 390, 309]
